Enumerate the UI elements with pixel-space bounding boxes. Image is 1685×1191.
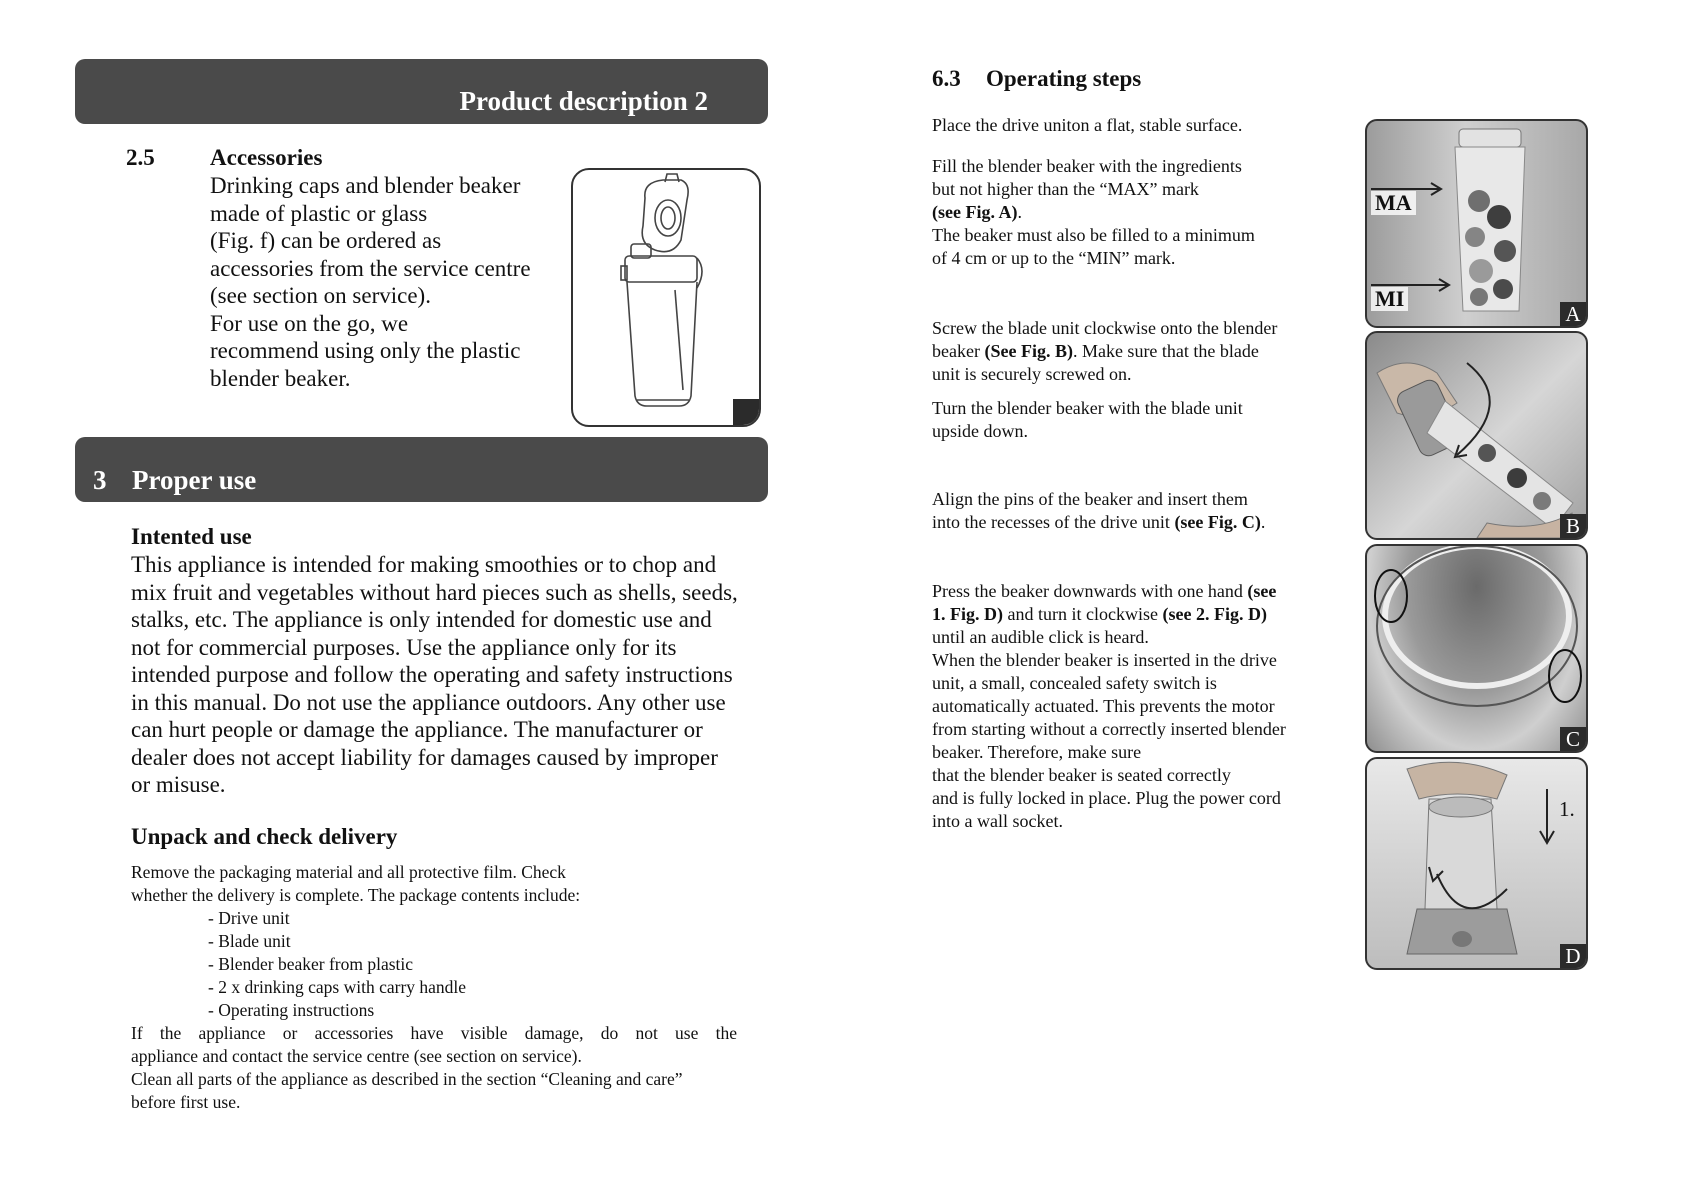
figure-marker <box>733 399 759 425</box>
section-number: 6.3 <box>932 66 961 91</box>
text-line: mix fruit and vegetables without hard pieces such as shells, seeds, <box>131 579 738 605</box>
list-item: - Operating instructions <box>208 1000 375 1020</box>
text-line: not for commercial purposes. Use the appliance only for its <box>131 634 677 660</box>
intended-use-text <box>131 551 738 799</box>
text-line: from starting without a correctly inserted blender <box>932 719 1286 739</box>
text-line: beaker. Therefore, make sure <box>932 742 1142 762</box>
text-fragment: Press the beaker downwards with one hand <box>932 581 1248 601</box>
figure-letter: A <box>1560 302 1586 326</box>
chapter-title: Proper use <box>132 465 257 495</box>
text-line: dealer does not accept liability for damages caused by improper <box>131 744 718 770</box>
text-fragment: and turn it clockwise <box>1003 604 1163 624</box>
min-mark-label: MI <box>1371 287 1408 311</box>
step-screw-blade <box>932 317 1277 386</box>
chapter-banner <box>75 437 768 502</box>
max-mark-label: MA <box>1371 191 1416 215</box>
figure-letter: B <box>1560 514 1586 538</box>
accessories-number: 2.5 <box>126 145 155 170</box>
figure-letter: D <box>1560 944 1586 968</box>
list-item: - Blade unit <box>208 931 291 951</box>
unpack-intro <box>131 861 580 907</box>
figure-letter: C <box>1560 727 1586 751</box>
drive-unit-illustration <box>1367 546 1586 751</box>
text-line: For use on the go, we <box>210 310 409 336</box>
text-line: but not higher than the “MAX” mark <box>932 179 1199 199</box>
figure-b-photo <box>1365 331 1588 540</box>
text-line: appliance and contact the service centre (see section on service). <box>131 1046 582 1066</box>
text-line: or misuse. <box>131 772 226 797</box>
list-item: - Blender beaker from plastic <box>208 954 414 974</box>
text-line: automatically actuated. This prevents the motor <box>932 696 1275 716</box>
text-line: made of plastic or glass <box>210 200 428 226</box>
step-turn-upside-down <box>932 397 1243 443</box>
text-line: unit is securely screwed on. <box>932 364 1132 384</box>
unpack-heading: Unpack and check delivery <box>131 824 398 849</box>
text-line: that the blender beaker is seated correctly <box>932 765 1231 785</box>
text-line: in this manual. Do not use the appliance outdoors. Any other use <box>131 689 726 715</box>
text-fragment: into the recesses of the drive unit <box>932 512 1175 532</box>
text-line: can hurt people or damage the appliance. The manufacturer or <box>131 717 703 742</box>
figure-ref: (See Fig. B) <box>984 341 1073 361</box>
section-banner <box>75 59 768 124</box>
figure-ref: (see Fig. C) <box>1174 512 1261 532</box>
text-line <box>932 201 1255 224</box>
damage-text <box>131 1022 737 1068</box>
section-title: Operating steps <box>986 66 1142 91</box>
text-line: stalks, etc. The appliance is only intended for domestic use and <box>131 607 712 632</box>
text-line: whether the delivery is complete. The package contents include: <box>131 885 581 905</box>
accessories-heading: Accessories <box>210 145 323 170</box>
text-line: This appliance is intended for making smoothies or to chop and <box>131 552 717 577</box>
text-line: until an audible click is heard. <box>932 627 1149 647</box>
text-line: intended purpose and follow the operating and safety instructions <box>131 662 733 687</box>
figure-ref: (see Fig. A) <box>932 202 1018 222</box>
text-line: upside down. <box>932 421 1028 441</box>
text-line: Screw the blade unit clockwise onto the blender <box>932 318 1278 338</box>
text-line <box>932 603 1286 626</box>
list-item: - Drive unit <box>208 908 290 928</box>
step-place-drive-unit: Place the drive uniton a flat, stable surface. <box>932 115 1243 135</box>
text-line: (see section on service). <box>210 283 431 308</box>
text-line: The beaker must also be filled to a minimum <box>932 225 1255 245</box>
text-line: Remove the packaging material and all protective film. Check <box>131 862 566 882</box>
intended-use-heading: Intented use <box>131 524 252 549</box>
text-fragment: . <box>1017 202 1022 222</box>
figure-ref: 1. Fig. D) <box>932 604 1003 624</box>
figure-c-photo <box>1365 544 1588 753</box>
text-line: before first use. <box>131 1092 241 1112</box>
press-turn-illustration <box>1367 759 1586 968</box>
screw-blade-illustration <box>1367 333 1586 538</box>
text-line: Turn the blender beaker with the blade unit <box>932 398 1243 418</box>
accessories-text <box>210 172 531 392</box>
banner-title: Product description 2 <box>459 86 708 116</box>
text-line: into a wall socket. <box>932 811 1063 831</box>
cleaning-text <box>131 1068 683 1114</box>
step-fill-beaker <box>932 155 1255 270</box>
figure-ref: (see 2. Fig. D) <box>1162 604 1267 624</box>
text-line: of 4 cm or up to the “MIN” mark. <box>932 248 1176 268</box>
text-line: (Fig. f) can be ordered as <box>210 228 442 253</box>
list-item: - 2 x drinking caps with carry handle <box>208 977 467 997</box>
text-line: and is fully locked in place. Plug the power cord <box>932 788 1281 808</box>
text-line: Clean all parts of the appliance as described in the section “Cleaning and care” <box>131 1069 683 1089</box>
text-line: When the blender beaker is inserted in the drive <box>932 650 1277 670</box>
step-align-pins <box>932 488 1265 534</box>
text-line: accessories from the service centre <box>210 255 531 281</box>
text-fragment: . <box>1260 512 1266 532</box>
text-line: If the appliance or accessories have visible damage, do not use the <box>131 1023 737 1043</box>
text-line <box>932 580 1286 603</box>
text-line: Drinking caps and blender beaker <box>210 173 521 198</box>
text-line <box>932 511 1265 534</box>
text-line: Fill the blender beaker with the ingredients <box>932 156 1242 176</box>
text-fragment: . Make sure that the blade <box>1072 341 1259 361</box>
text-fragment: beaker <box>932 341 985 361</box>
text-line: unit, a small, concealed safety switch is <box>932 673 1217 693</box>
bottle-illustration <box>571 168 761 427</box>
step-press-and-turn <box>932 580 1286 833</box>
text-line: blender beaker. <box>210 365 351 391</box>
figure-ref: (see <box>1247 581 1277 601</box>
figure-a-photo <box>1365 119 1588 328</box>
figure-d-photo <box>1365 757 1588 970</box>
text-line <box>932 340 1277 363</box>
text-line: recommend using only the plastic <box>210 338 521 363</box>
package-contents-list <box>208 907 466 1022</box>
chapter-number: 3 <box>93 465 107 495</box>
step-one-label: 1. <box>1559 797 1575 821</box>
text-line: Align the pins of the beaker and insert them <box>932 489 1248 509</box>
